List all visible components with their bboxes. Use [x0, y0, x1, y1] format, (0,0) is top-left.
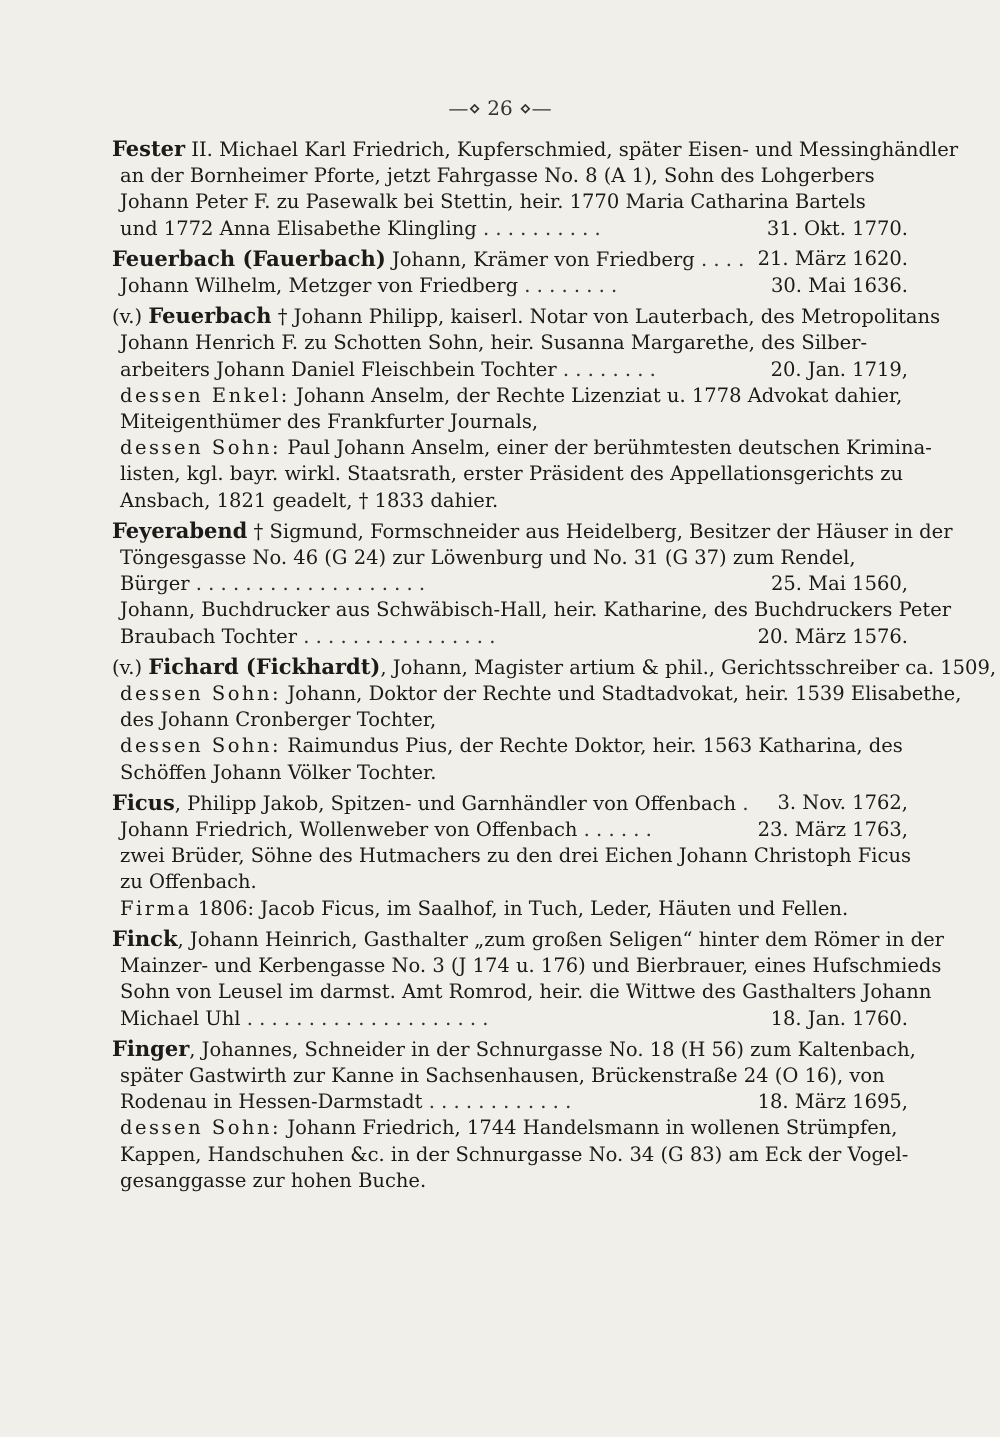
entry-line — [112, 760, 908, 786]
entry-line — [112, 681, 962, 707]
entry-line — [112, 435, 932, 461]
entry-text: Johann, Buchdrucker aus Schwäbisch-Hall, heir. Katharine, des Buchdruckers Peter — [120, 598, 952, 622]
entry-text: Johann, Krämer von Friedberg — [385, 247, 695, 271]
entry-date: 21. März 1620. — [757, 246, 908, 270]
entry-text: Johann Henrich F. zu Schotten Sohn, heir. Susanna Margarethe, des Silber- — [120, 331, 868, 355]
entry-text: † Sigmund, Formschneider aus Heidelberg, Besitzer der Häuser in der — [247, 519, 953, 543]
entry-text: Bürger — [120, 572, 190, 596]
entry-line — [112, 1142, 908, 1168]
entry-line — [112, 707, 908, 733]
entry-date: 20. März 1576. — [757, 624, 908, 648]
nobility-marker: (v.) — [112, 305, 149, 329]
entry-date: 20. Jan. 1719, — [770, 357, 908, 381]
entry-text: , Johannes, Schneider in der Schnurgasse No. 18 (H 56) zum Kaltenbach, — [189, 1037, 916, 1061]
entry-text: des Johann Cronberger Tochter, — [120, 708, 437, 732]
entry-text: Ansbach, 1821 geadelt, † 1833 dahier. — [120, 488, 499, 512]
register-entry — [112, 1035, 916, 1194]
spaced-label: dessen Enkel: — [120, 383, 290, 407]
entry-line — [112, 1115, 908, 1141]
leader-dots: . . . . — [700, 247, 745, 271]
entry-line — [112, 189, 908, 215]
register-entry — [112, 925, 944, 1032]
entry-line — [112, 1006, 908, 1032]
entry-text: Johann Peter F. zu Pasewalk bei Stettin, heir. 1770 Maria Catharina Bartels — [120, 190, 866, 214]
entry-text: Töngesgasse No. 46 (G 24) zur Löwenburg und No. 31 (G 37) zum Rendel, — [120, 546, 856, 570]
entry-text: Schöffen Johann Völker Tochter. — [120, 760, 437, 784]
leader-dots: . . . . . . — [583, 818, 652, 842]
entry-line — [112, 409, 908, 435]
register-entry — [112, 246, 908, 299]
entry-text: zu Offenbach. — [120, 870, 257, 894]
family-name-heading: Feuerbach (Fauerbach) — [112, 245, 386, 271]
entry-line — [112, 843, 912, 869]
entry-text: , Johann, Magister artium & phil., Gerichtsschreiber ca. 1509, — [380, 655, 997, 679]
entry-line — [112, 597, 952, 623]
leader-dots: . . . . . . . . — [524, 274, 618, 298]
entry-line — [112, 817, 908, 843]
entry-text: listen, kgl. bayr. wirkl. Staatsrath, erster Präsident des Appellationsgerichts zu — [120, 462, 904, 486]
entry-date: 18. März 1695, — [757, 1090, 908, 1114]
register-entry — [112, 136, 959, 242]
spaced-label: dessen Sohn: — [120, 436, 282, 460]
entry-line — [112, 896, 908, 922]
entry-date: 25. Mai 1560, — [770, 572, 908, 596]
entry-text: Sohn von Leusel im darmst. Amt Romrod, heir. die Wittwe des Gasthalters Johann — [120, 980, 932, 1004]
entry-text: Miteigenthümer des Frankfurter Journals, — [120, 410, 539, 434]
leader-dots: . . . . . . . . — [562, 357, 656, 381]
entry-text: † Johann Philipp, kaiserl. Notar von Lauterbach, des Metropolitans — [271, 305, 941, 329]
entry-date: 3. Nov. 1762, — [777, 790, 908, 814]
leader-dots: . . . . . . . . . . . . . . . . . . . . — [246, 1006, 489, 1030]
entry-line — [112, 303, 941, 330]
entry-line — [112, 953, 942, 979]
entry-line — [112, 461, 908, 487]
family-name-heading: Feyerabend — [112, 517, 248, 543]
entry-text: Mainzer- und Kerbengasse No. 3 (J 174 u. 176) und Bierbrauer, eines Hufschmieds — [120, 954, 942, 978]
entry-line — [112, 1089, 908, 1115]
entry-text: und 1772 Anna Elisabethe Klingling — [120, 216, 477, 240]
family-name-heading: Finger — [112, 1035, 190, 1061]
entry-text: 1806: Jacob Ficus, im Saalhof, in Tuch, Leder, Häuten und Fellen. — [191, 896, 849, 920]
entry-line — [112, 733, 908, 759]
entry-line — [112, 246, 908, 273]
entry-text: Johann, Doktor der Rechte und Stadtadvokat, heir. 1539 Elisabethe, — [281, 682, 962, 706]
entry-line — [112, 925, 944, 953]
entry-line — [112, 653, 997, 681]
entry-date: 23. März 1763, — [757, 818, 908, 842]
entry-text: gesanggasse zur hohen Buche. — [120, 1168, 427, 1192]
entry-date: 30. Mai 1636. — [770, 274, 908, 298]
entry-text: Paul Johann Anselm, einer der berühmtesten deutschen Krimina- — [281, 436, 932, 460]
entry-line — [112, 979, 932, 1005]
entry-text: , Johann Heinrich, Gasthalter „zum großen Seligen“ hinter dem Römer in der — [177, 927, 944, 951]
entry-line — [112, 1063, 908, 1089]
entry-line — [112, 136, 959, 163]
leader-dots: . . . . . . . . . . . . . . . . . . . — [195, 572, 426, 596]
entry-line — [112, 571, 908, 597]
entry-line — [112, 357, 908, 383]
entry-text: II. Michael Karl Friedrich, Kupferschmied, später Eisen- und Messinghändler — [185, 138, 959, 161]
leader-dots: . — [742, 791, 749, 815]
entry-text: arbeiters Johann Daniel Fleischbein Tochter — [120, 357, 557, 381]
entry-text: Kappen, Handschuhen &c. in der Schnurgasse No. 34 (G 83) am Eck der Vogel- — [120, 1142, 909, 1166]
entry-line — [112, 1168, 908, 1194]
entry-text: Raimundus Pius, der Rechte Doktor, heir. 1563 Katharina, des — [281, 734, 903, 758]
family-name-heading: Finck — [112, 925, 178, 951]
entry-line — [112, 273, 908, 299]
family-name-heading: Ficus — [112, 789, 175, 815]
spaced-label: Firma — [120, 896, 192, 920]
entry-text: zwei Brüder, Söhne des Hutmachers zu den drei Eichen Johann Christoph Ficus — [120, 844, 912, 868]
leader-dots: . . . . . . . . . . — [482, 216, 601, 240]
entry-line — [112, 869, 908, 895]
family-name-heading: Fichard (Fickhardt) — [148, 653, 381, 679]
entry-text: Johann Wilhelm, Metzger von Friedberg — [120, 274, 519, 298]
register-entry — [112, 517, 953, 650]
entry-line — [112, 624, 908, 650]
document-body — [112, 136, 997, 1198]
entry-line — [112, 163, 908, 189]
nobility-marker: (v.) — [112, 655, 149, 679]
entry-line — [112, 1035, 916, 1063]
page-number-header: —⋄ 26 ⋄— — [448, 96, 552, 120]
family-name-heading: Fester — [112, 136, 186, 161]
entry-line — [112, 330, 908, 356]
register-entry — [112, 303, 941, 514]
entry-text: Johann Friedrich, 1744 Handelsmann in wollenen Strümpfen, — [281, 1116, 898, 1140]
leader-dots: . . . . . . . . . . . . . . . . — [303, 624, 496, 648]
entry-text: Braubach Tochter — [120, 624, 298, 648]
entry-text: später Gastwirth zur Kanne in Sachsenhausen, Brückenstraße 24 (O 16), von — [120, 1063, 885, 1087]
entry-line — [112, 517, 953, 545]
entry-text: Johann Friedrich, Wollenweber von Offenbach — [120, 818, 578, 842]
entry-text: Johann Anselm, der Rechte Lizenziat u. 1778 Advokat dahier, — [289, 383, 903, 407]
family-name-heading: Feuerbach — [148, 303, 272, 329]
entry-date: 31. Okt. 1770. — [766, 216, 908, 240]
entry-text: , Philipp Jakob, Spitzen- und Garnhändler von Offenbach — [174, 791, 737, 815]
entry-line — [112, 488, 908, 514]
entry-line — [112, 383, 908, 409]
entry-line — [112, 216, 908, 242]
register-entry — [112, 653, 997, 786]
entry-date: 18. Jan. 1760. — [770, 1006, 908, 1030]
entry-line — [112, 790, 908, 817]
entry-line — [112, 545, 908, 571]
entry-text: an der Bornheimer Pforte, jetzt Fahrgasse No. 8 (A 1), Sohn des Lohgerbers — [120, 164, 875, 188]
leader-dots: . . . . . . . . . . . . — [428, 1090, 572, 1114]
entry-text: Rodenau in Hessen-Darmstadt — [120, 1090, 423, 1114]
spaced-label: dessen Sohn: — [120, 682, 282, 706]
entry-text: Michael Uhl — [120, 1006, 241, 1030]
spaced-label: dessen Sohn: — [120, 1116, 282, 1140]
spaced-label: dessen Sohn: — [120, 734, 282, 758]
register-entry — [112, 789, 912, 922]
